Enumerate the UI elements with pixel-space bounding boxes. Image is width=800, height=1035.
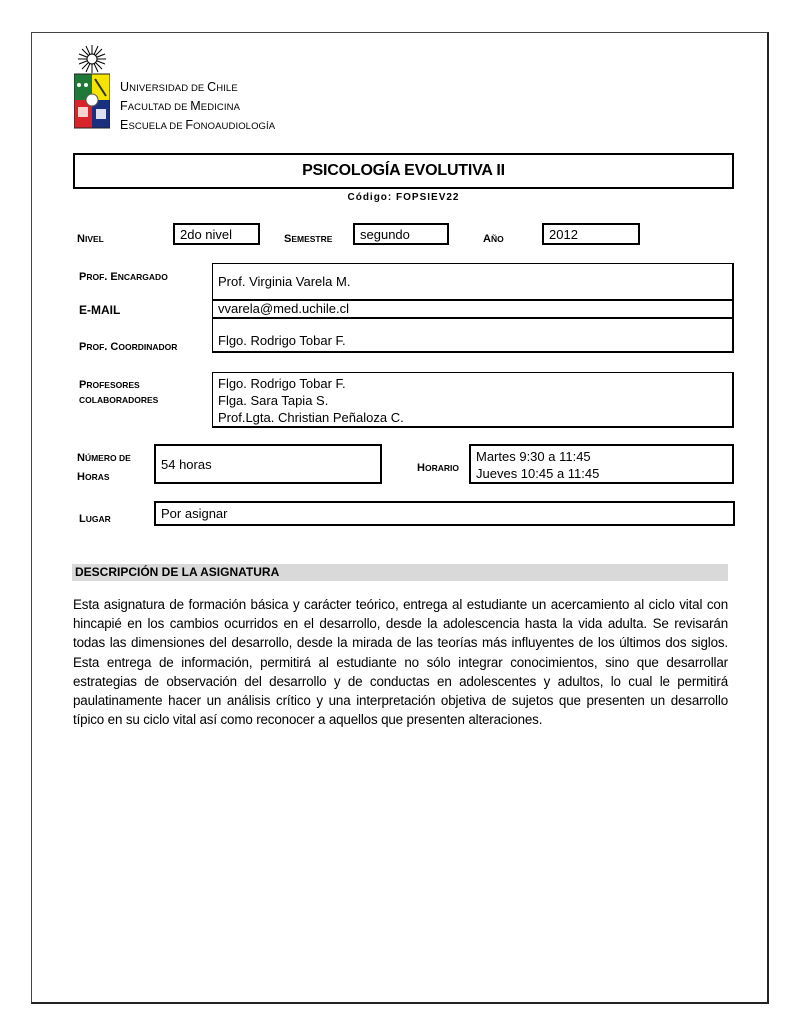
colaborador-item: Flgo. Rodrigo Tobar F. — [218, 376, 346, 391]
lugar-label: LUGAR — [79, 513, 111, 525]
colaborador-item: Prof.Lgta. Christian Peñaloza C. — [218, 410, 404, 425]
anio-value: 2012 — [549, 226, 578, 242]
prof-coordinador-field — [212, 318, 734, 353]
email-value: vvarela@med.uchile.cl — [218, 301, 349, 316]
anio-label: AÑO — [483, 233, 504, 245]
nivel-field — [173, 223, 260, 245]
prof-encargado-field — [212, 263, 734, 301]
lugar-value: Por asignar — [161, 506, 228, 521]
course-code: Código: FOPSIEV22 — [347, 192, 460, 203]
horario-item: Jueves 10:45 a 11:45 — [476, 466, 600, 481]
prof-coordinador-label: PROF. COORDINADOR — [79, 341, 178, 353]
anio-field — [542, 223, 640, 245]
colaborador-item: Flga. Sara Tapia S. — [218, 393, 329, 408]
email-label: E-MAIL — [79, 303, 121, 317]
profesores-colaboradores-field — [212, 372, 734, 428]
numero-horas-value: 54 horas — [161, 456, 212, 472]
description-heading: DESCRIPCIÓN DE LA ASIGNATURA — [72, 564, 728, 581]
nivel-value: 2do nivel — [180, 226, 233, 242]
school-name: ESCUELA DE FONOAUDIOLOGÍA — [120, 118, 276, 132]
horario-field — [469, 444, 734, 484]
numero-horas-label: NÚMERO DE HORAS — [77, 452, 131, 483]
numero-horas-field — [154, 444, 382, 484]
university-logo-icon — [74, 43, 110, 129]
email-field — [212, 300, 734, 319]
course-title: PSICOLOGÍA EVOLUTIVA II — [302, 162, 505, 179]
semestre-value: segundo — [360, 226, 410, 242]
horario-label: HORARIO — [417, 462, 459, 474]
horario-item: Martes 9:30 a 11:45 — [476, 449, 591, 464]
faculty-name: FACULTAD DE MEDICINA — [120, 99, 241, 113]
prof-coordinador-value: Flgo. Rodrigo Tobar F. — [218, 333, 346, 348]
lugar-field — [154, 501, 735, 526]
prof-encargado-label: PROF. ENCARGADO — [79, 271, 168, 283]
semestre-field — [353, 223, 449, 245]
course-title-box — [73, 153, 734, 189]
semestre-label: SEMESTRE — [284, 233, 333, 245]
nivel-label: NIVEL — [77, 233, 104, 245]
description-body: Esta asignatura de formación básica y carácter teórico, entrega al estudiante un acercamiento al ciclo vital con hincapié en los cambios ocurridos en el desarrollo, desde la adolescencia hasta la vida adulta. Se revisarán todas las dimensiones del desarrollo, desde la mirada de las teorías más influyentes de los últimos dos siglos. Esta entrega de información, permitirá al estudiante no sólo integrar conocimientos, sino que desarrollar estrategias de observación del desarrollo y de conductas en adolescentes y adultos, lo cual le permitirá paulatinamente hacer un análisis crítico y una interpretación objetiva de sujetos que presenten un desarrollo típico en su ciclo vital así como reconocer a aquellos que presenten alteraciones. — [73, 597, 728, 728]
profesores-colaboradores-label: PROFESORES COLABORADORES — [79, 379, 159, 405]
prof-encargado-value: Prof. Virginia Varela M. — [218, 274, 351, 289]
university-name: UNIVERSIDAD DE CHILE — [120, 80, 238, 94]
